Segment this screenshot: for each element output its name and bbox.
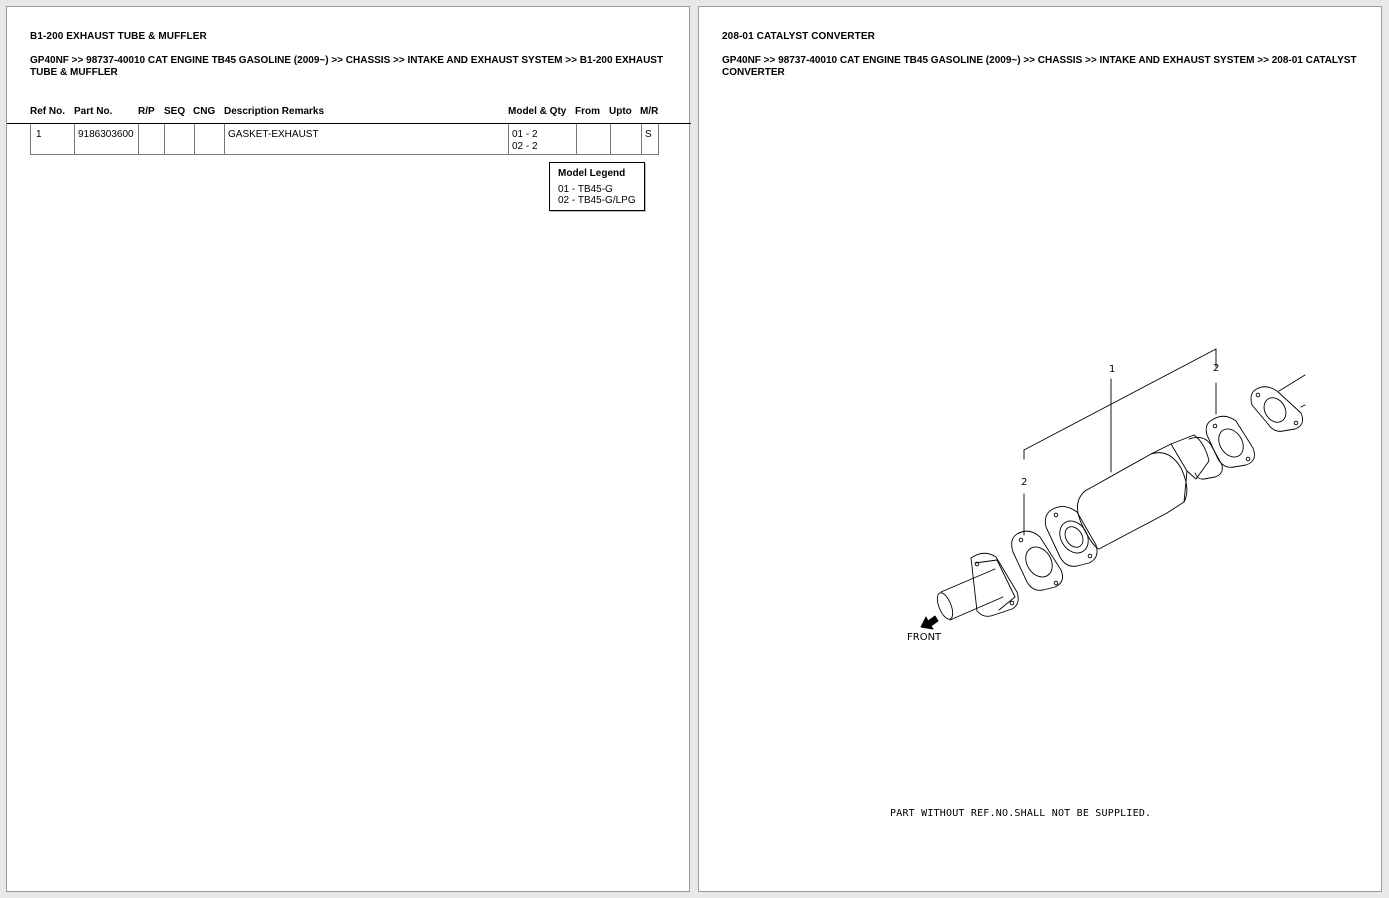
- column-header-upto: Upto: [609, 106, 632, 117]
- gasket-middle: [1206, 416, 1254, 467]
- cell-model-qty-2: 02 - 2: [512, 141, 538, 152]
- cell-divider: [164, 124, 165, 154]
- column-header-description: Description Remarks: [224, 106, 325, 117]
- gasket-front: [1012, 531, 1063, 590]
- legend-item: 01 - TB45-G: [558, 184, 613, 195]
- column-header-model-qty: Model & Qty: [508, 106, 567, 117]
- legend-item: 02 - TB45-G/LPG: [558, 195, 636, 206]
- section-title: B1-200 EXHAUST TUBE & MUFFLER: [30, 31, 207, 42]
- callout-1: 1: [1109, 364, 1116, 375]
- breadcrumb: GP40NF >> 98737-40010 CAT ENGINE TB45 GASOLINE (2009~) >> CHASSIS >> INTAKE AND EXHAUST SYSTEM >> 208-01 CATALYST CONVERTER: [722, 55, 1357, 78]
- column-header-cng: CNG: [193, 106, 216, 117]
- callout-2: 2: [1213, 363, 1220, 374]
- column-header-part-no: Part No.: [74, 106, 113, 117]
- cell-ref-no: 1: [36, 129, 42, 140]
- leader-lines: [1024, 349, 1216, 535]
- parts-list-page: [6, 6, 690, 892]
- cell-divider: [194, 124, 195, 154]
- supply-note: PART WITHOUT REF.NO.SHALL NOT BE SUPPLIED.: [890, 808, 1152, 819]
- section-title: 208-01 CATALYST CONVERTER: [722, 31, 875, 42]
- rear-pipe-flange: [1251, 375, 1305, 431]
- column-header-mr: M/R: [640, 106, 659, 117]
- cell-divider: [641, 124, 642, 154]
- catalytic-converter: [1045, 435, 1222, 566]
- front-label: FRONT: [907, 632, 942, 643]
- front-arrow-icon: [921, 616, 938, 629]
- cell-part-no[interactable]: 9186303600: [78, 129, 134, 140]
- cell-divider: [610, 124, 611, 154]
- column-header-rp: R/P: [138, 106, 155, 117]
- cell-divider: [576, 124, 577, 154]
- column-header-seq: SEQ: [164, 106, 186, 117]
- cell-mr: S: [645, 129, 652, 140]
- diagram-page: [698, 6, 1382, 892]
- callout-2: 2: [1021, 477, 1028, 488]
- exploded-parts-diagram: [699, 7, 1383, 893]
- cell-divider: [508, 124, 509, 154]
- legend-title: Model Legend: [558, 168, 626, 179]
- cell-description: GASKET-EXHAUST: [228, 129, 319, 140]
- column-header-ref-no: Ref No.: [30, 106, 65, 117]
- model-legend: [549, 162, 645, 211]
- cell-model-qty-1: 01 - 2: [512, 129, 538, 140]
- table-row[interactable]: [30, 124, 659, 155]
- front-pipe-flange: [934, 553, 1018, 621]
- cell-divider: [224, 124, 225, 154]
- column-header-from: From: [575, 106, 600, 117]
- cell-divider: [74, 124, 75, 154]
- cell-divider: [138, 124, 139, 154]
- breadcrumb: GP40NF >> 98737-40010 CAT ENGINE TB45 GASOLINE (2009~) >> CHASSIS >> INTAKE AND EXHAUST SYSTEM >> B1-200 EXHAUST TUBE & MUFFLER: [30, 55, 664, 78]
